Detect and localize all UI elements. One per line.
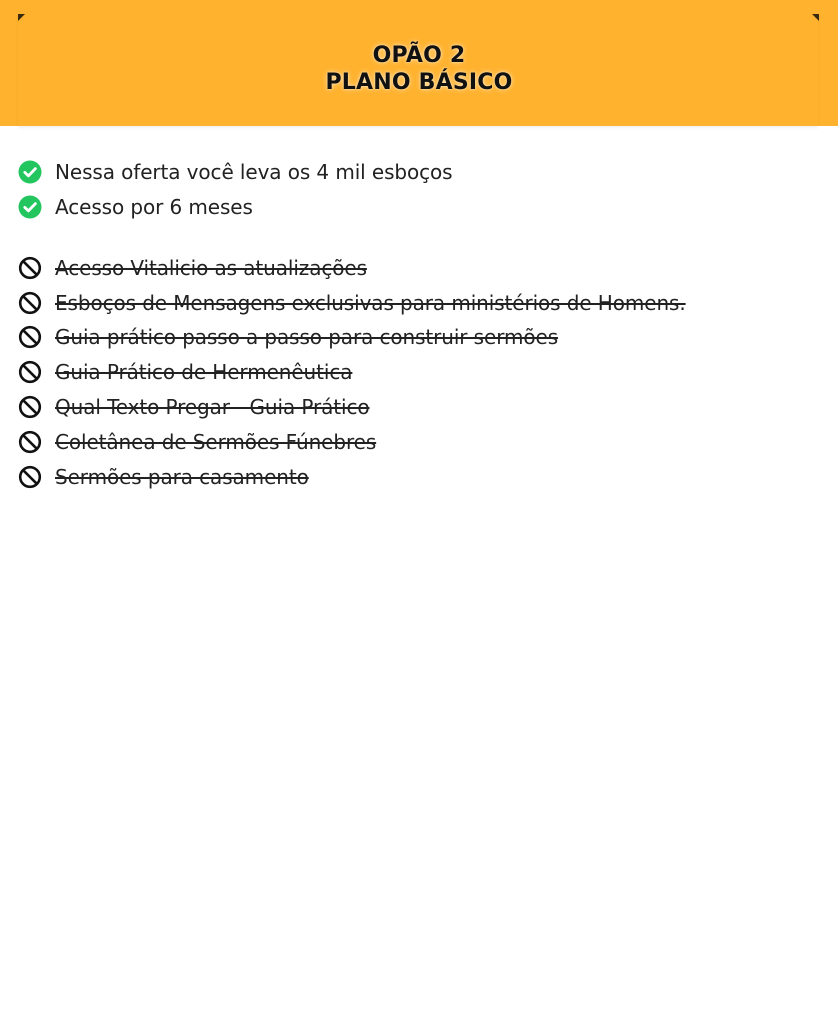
ban-icon (18, 395, 42, 419)
plan-title-line-2: PLANO BÁSICO (325, 70, 513, 95)
feature-label: Qual Texto Pregar - Guia Prático (55, 395, 370, 419)
feature-label: Esboços de Mensagens exclusivas para ministérios de Homens. (55, 291, 686, 315)
ban-icon (18, 465, 42, 489)
header-corner-left (18, 14, 25, 21)
feature-label: Acesso Vitalicio as atualizações (55, 256, 367, 280)
feature-excluded-item (18, 322, 558, 352)
feature-included-item (18, 157, 452, 187)
feature-excluded-item (18, 427, 376, 457)
feature-excluded-item (18, 462, 309, 492)
ban-icon (18, 325, 42, 349)
feature-excluded-item (18, 253, 367, 283)
feature-label: Sermões para casamento (55, 465, 309, 489)
feature-label: Nessa oferta você leva os 4 mil esboços (55, 160, 453, 184)
feature-label: Acesso por 6 meses (55, 195, 253, 219)
feature-label: Guia prático passo a passo para construir sermões (55, 325, 559, 349)
ban-icon (18, 291, 42, 315)
feature-included-item (18, 192, 253, 222)
ban-icon (18, 256, 42, 280)
check-circle-icon (18, 195, 42, 219)
plan-header (0, 0, 838, 126)
plan-title (0, 42, 838, 96)
check-circle-icon (18, 160, 42, 184)
plan-title-line-1: OPÃO 2 (372, 43, 466, 68)
feature-label: Coletânea de Sermões Fúnebres (55, 430, 377, 454)
header-corner-right (812, 14, 819, 21)
ban-icon (18, 360, 42, 384)
feature-excluded-item (18, 288, 686, 318)
feature-excluded-item (18, 392, 370, 422)
ban-icon (18, 430, 42, 454)
feature-excluded-item (18, 357, 352, 387)
feature-label: Guia Prático de Hermenêutica (55, 360, 353, 384)
